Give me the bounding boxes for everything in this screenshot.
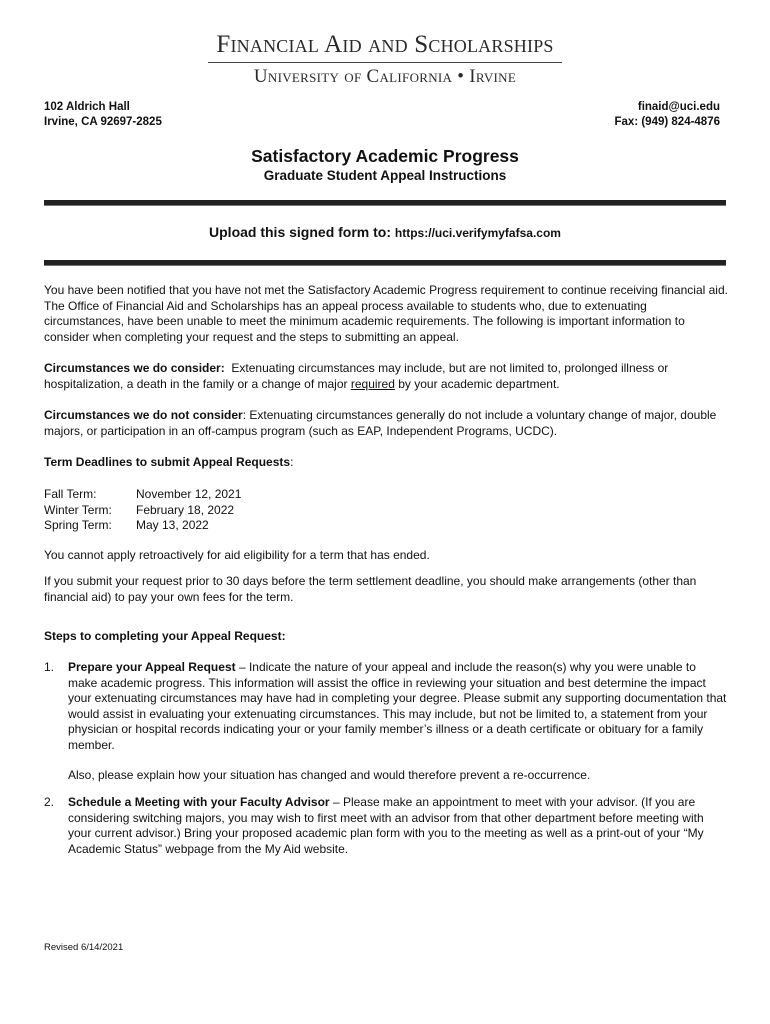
revision-date: Revised 6/14/2021 [44,942,124,953]
step-title: Schedule a Meeting with your Faculty Advisor [68,795,330,809]
page-title: Satisfactory Academic Progress [251,146,519,166]
address-block [44,100,162,130]
steps-heading: Steps to completing your Appeal Request: [44,629,286,643]
consider-text-end: by your academic department. [394,376,560,391]
term-deadlines-list [44,487,241,534]
consider-paragraph [44,361,728,392]
step-extra: Also, please explain how your situation has changed and would therefore prevent a re-occurrence. [68,768,591,782]
page-subtitle: Graduate Student Appeal Instructions [263,168,507,183]
step-title: Prepare your Appeal Request [68,660,236,674]
consider-heading: Circumstances we do consider: [44,361,225,375]
consider-underlined: required [350,376,395,391]
deadlines-heading-suffix: : [290,455,294,469]
intro-paragraph: You have been notified that you have not met the Satisfactory Academic Progress requirement to continue receiving financial aid. The Office of Financial Aid and Scholarships has an appeal process available to students who, due to extenuating circumstances, have been unable to meet the minimum academic requirements. The following is important information to consider when completing your request and the steps to submitting an appeal. [44,283,728,344]
term-label: Fall Term: [44,487,97,501]
upload-label: Upload this signed form to: [209,224,392,240]
retroactive-note: You cannot apply retroactively for aid eligibility for a term that has ended. [44,548,430,562]
step-text: – Indicate the nature of your appeal and include the reason(s) why you were unable to make academic progress. This information will assist the office in reviewing your situation and best determine the impact your extenuating circumstances may have had in completing your degree. Please submit any supporting documentation that would assist in evaluating your extenuating circumstances. This may include, but not be limited to, a statement from your physician or hospital records indicating your or your family member’s illness or a death certificate or obituary for a family member. [68,660,727,752]
contact-block [615,100,720,130]
term-date: May 13, 2022 [136,518,209,532]
not-consider-heading: Circumstances we do not consider [44,408,243,422]
step-1 [44,660,728,784]
deadlines-heading-line [44,455,728,471]
letterhead-divider [208,62,562,63]
term-date: February 18, 2022 [136,502,235,517]
fees-note: If you submit your request prior to 30 days before the term settlement deadline, you should make arrangements (other than financial aid) to pay your own fees for the term. [44,574,697,604]
letterhead-office: Financial Aid and Scholarships [216,31,554,58]
term-row [44,503,241,519]
step-body [68,795,728,857]
term-date: November 12, 2021 [136,487,242,501]
not-consider-paragraph [44,408,728,439]
bottom-divider [44,260,726,266]
step-text: – Please make an appointment to meet with your advisor. (If you are considering switching majors, you may wish to first meet with an advisor from that other department before meeting with your current advisor.) Bring your proposed academic plan form with you to the meeting as well as a print-out of your “My Academic Status” webpage from the My Aid website. [68,795,704,856]
address-line-1: 102 Aldrich Hall [44,101,130,113]
step-number: 2. [44,795,55,809]
term-label: Spring Term: [44,518,112,532]
term-label: Winter Term: [44,502,112,517]
address-line-2: Irvine, CA 92697-2825 [44,116,162,128]
term-row [44,518,241,534]
upload-instruction [0,224,770,240]
term-row [44,487,241,503]
step-body [68,660,728,753]
step-number: 1. [44,660,55,674]
top-divider [44,200,726,206]
deadlines-heading: Term Deadlines to submit Appeal Requests [44,455,291,469]
fax-number: Fax: (949) 824-4876 [614,116,720,128]
email-address: finaid@uci.edu [637,101,720,113]
upload-url: https://uci.verifymyfafsa.com [394,226,561,240]
not-consider-text: : Extenuating circumstances generally do not include a voluntary change of major, double majors, or participation in an off-campus program (such as EAP, Independent Programs, UCDC). [44,408,717,438]
letterhead-university: University of California • Irvine [253,66,517,87]
consider-text: Extenuating circumstances may include, but are not limited to, prolonged illness or hospitalization, a death in the family or a change of major [44,361,669,391]
step-2 [44,795,728,857]
letterhead [0,32,770,88]
